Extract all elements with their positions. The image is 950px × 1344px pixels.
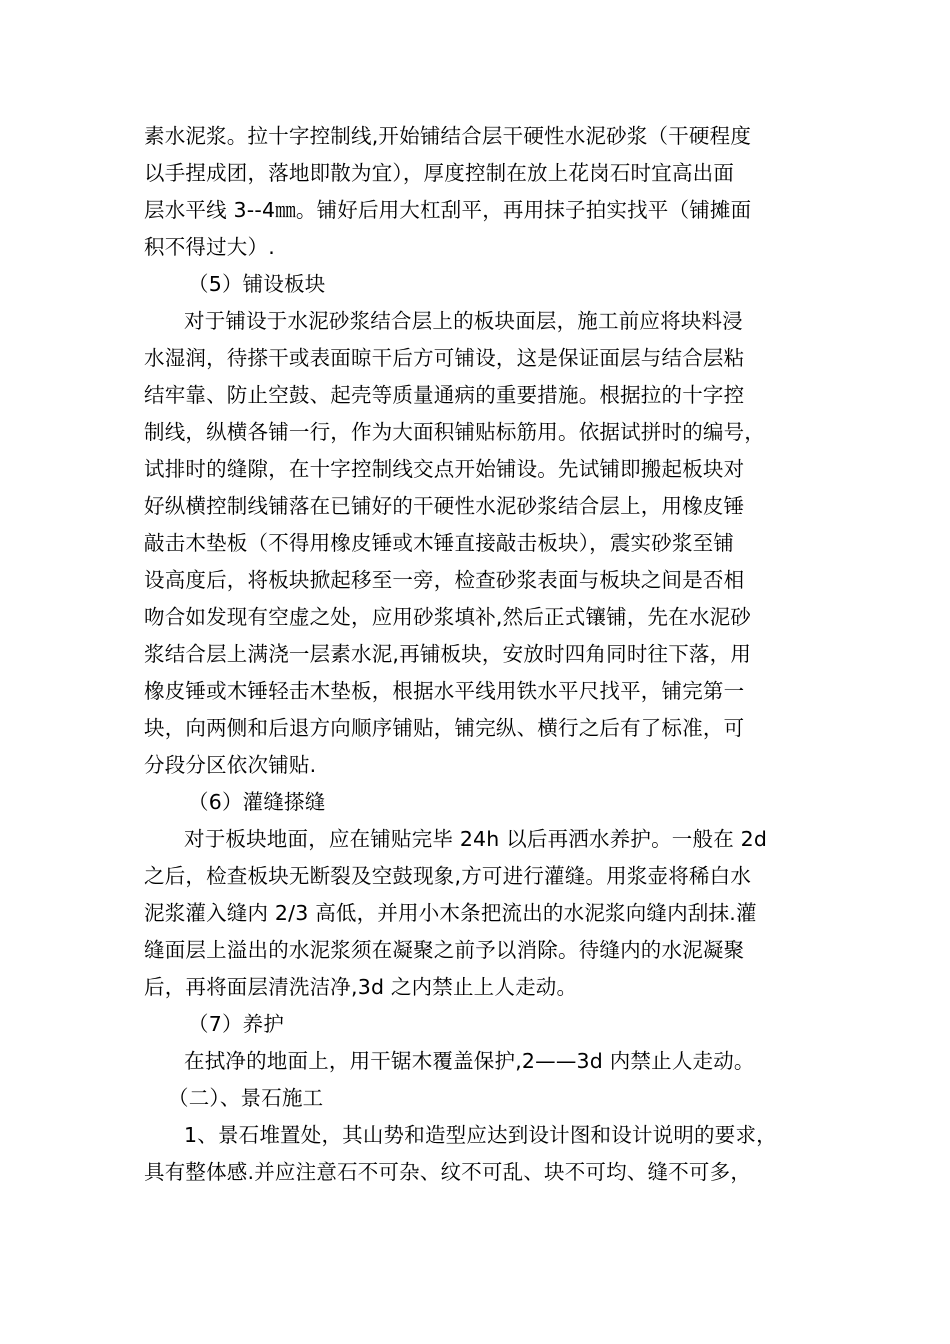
text-line: 分段分区依次铺贴.	[144, 753, 317, 777]
text-line: 浆结合层上满浇一层素水泥,再铺板块，安放时四角同时往下落，用	[144, 642, 752, 666]
text-line: 素水泥浆。拉十字控制线,开始铺结合层干硬性水泥砂浆（干硬程度	[144, 124, 752, 148]
section-heading: （7）养护	[188, 1012, 285, 1036]
text-line: 水湿润，待搽干或表面晾干后方可铺设，这是保证面层与结合层粘	[144, 346, 745, 370]
text-line: 积不得过大）.	[144, 235, 275, 259]
text-line: 敲击木垫板（不得用橡皮锤或木锤直接敲击板块），震实砂浆至铺	[144, 531, 735, 555]
text-line: 以手捏成团，落地即散为宜），厚度控制在放上花岗石时宜高出面	[144, 161, 735, 185]
text-line: 吻合如发现有空虚之处，应用砂浆填补,然后正式镶铺，先在水泥砂	[144, 605, 752, 629]
section-heading: （5）铺设板块	[188, 272, 326, 296]
text-line: 块，向两侧和后退方向顺序铺贴，铺完纵、横行之后有了标准，可	[144, 716, 745, 740]
text-line: 后，再将面层清洗洁净,3d 之内禁止上人走动。	[144, 975, 578, 999]
section-heading: （6）灌缝搽缝	[188, 790, 326, 814]
paragraph-first-line: 在拭净的地面上，用干锯木覆盖保护,2——3d 内禁止人走动。	[184, 1049, 755, 1073]
document-body	[144, 118, 824, 1191]
paragraph-first-line: 对于板块地面，应在铺贴完毕 24h 以后再洒水养护。一般在 2d	[184, 827, 768, 851]
paragraph-first-line: 对于铺设于水泥砂浆结合层上的板块面层，施工前应将块料浸	[184, 309, 743, 333]
paragraph-first-line: 1、景石堆置处，其山势和造型应达到设计图和设计说明的要求，	[184, 1123, 777, 1147]
text-line: 具有整体感.并应注意石不可杂、纹不可乱、块不可均、缝不可多，	[144, 1160, 752, 1184]
text-line: 制线，纵横各铺一行，作为大面积铺贴标筋用。依据试拼时的编号，	[144, 420, 765, 444]
text-line: 缝面层上溢出的水泥浆须在凝聚之前予以消除。待缝内的水泥凝聚	[144, 938, 745, 962]
text-line: 好纵横控制线铺落在已铺好的干硬性水泥砂浆结合层上，用橡皮锤	[144, 494, 745, 518]
text-line: 设高度后，将板块掀起移至一旁，检查砂浆表面与板块之间是否相	[144, 568, 745, 592]
text-line: 层水平线 3--4㎜。铺好后用大杠刮平，再用抹子拍实找平（铺摊面	[144, 198, 752, 222]
text-line: 泥浆灌入缝内 2/3 高低，并用小木条把流出的水泥浆向缝内刮抹.灌	[144, 901, 757, 925]
chapter-heading: （二）、景石施工	[168, 1086, 324, 1110]
text-line: 试排时的缝隙，在十字控制线交点开始铺设。先试铺即搬起板块对	[144, 457, 745, 481]
text-line: 之后，检查板块无断裂及空鼓现象,方可进行灌缝。用浆壶将稀白水	[144, 864, 752, 888]
text-line: 橡皮锤或木锤轻击木垫板，根据水平线用铁水平尺找平，铺完第一	[144, 679, 745, 703]
text-line: 结牢靠、防止空鼓、起壳等质量通病的重要措施。根据拉的十字控	[144, 383, 745, 407]
